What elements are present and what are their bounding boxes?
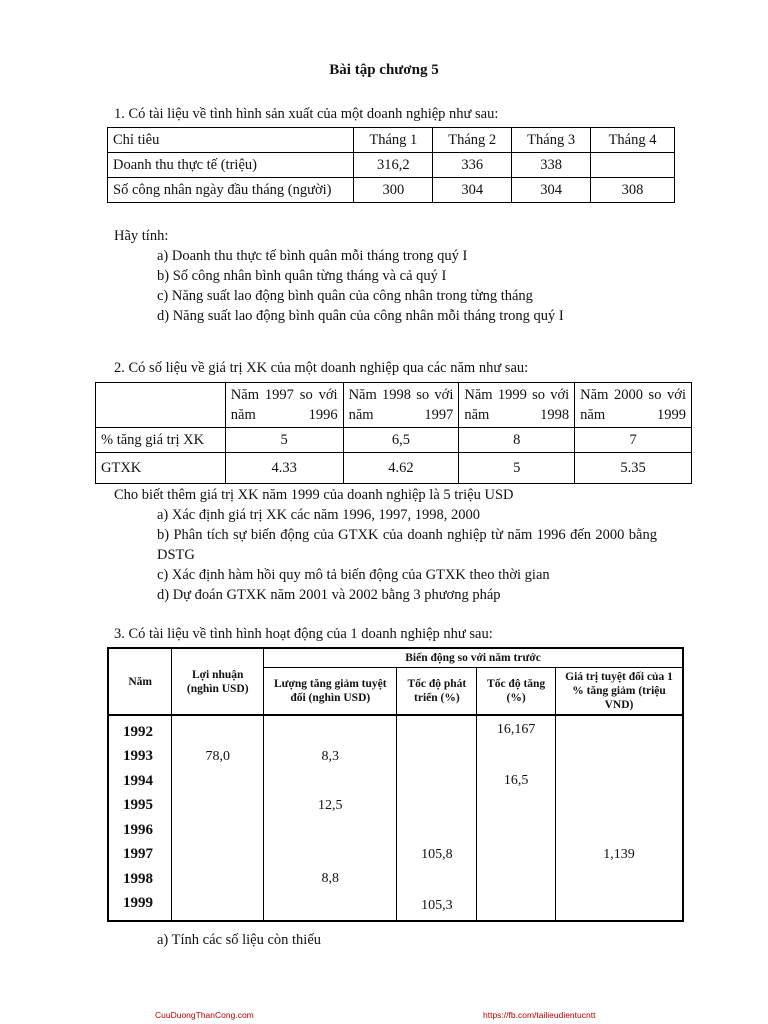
table-cell: % tăng giá trị XK	[96, 428, 226, 453]
table-cell: 316,2	[354, 153, 433, 178]
list-item: c) Xác định hàm hồi quy mô tả biến động của GTXK theo thời gian	[157, 567, 550, 583]
table-cell	[264, 769, 397, 794]
table-cell	[397, 715, 477, 745]
table-cell	[477, 745, 556, 770]
table-cell: 12,5	[264, 794, 397, 819]
table-header-row	[96, 383, 692, 428]
table-cell: 1996	[108, 818, 172, 843]
table-cell	[172, 715, 264, 745]
table-cell: 338	[512, 153, 591, 178]
table-cell: 1995	[108, 794, 172, 819]
table-cell: 300	[354, 178, 433, 203]
list-item: d) Năng suất lao động bình quân của công nhân mỗi tháng trong quý I	[157, 308, 564, 324]
table-cell: 1993	[108, 745, 172, 770]
list-item: d) Dự đoán GTXK năm 2001 và 2002 bằng 3 phương pháp	[157, 587, 501, 603]
table-header-cell: Giá trị tuyệt đối của 1 % tăng giảm (triệu VND)	[556, 668, 684, 716]
q1-heading: 1. Có tài liệu về tình hình sản xuất của một doanh nghiệp như sau:	[114, 106, 499, 122]
table-cell: 5	[225, 428, 343, 453]
table-cell	[264, 715, 397, 745]
table-header-cell: Tháng 3	[512, 128, 591, 153]
table-cell: 8,3	[264, 745, 397, 770]
table-cell	[477, 867, 556, 892]
q2-prompt: Cho biết thêm giá trị XK năm 1999 của doanh nghiệp là 5 triệu USD	[114, 487, 514, 503]
table-cell: 105,8	[397, 843, 477, 868]
table-cell	[397, 818, 477, 843]
table-cell	[172, 867, 264, 892]
table-cell	[477, 818, 556, 843]
table-cell	[556, 715, 684, 745]
table-cell: 78,0	[172, 745, 264, 770]
list-item: b) Phân tích sự biến động của GTXK của doanh nghiệp từ năm 1996 đến 2000 bằng DSTG	[157, 527, 657, 563]
table-cell: 6,5	[343, 428, 459, 453]
table-cell: 105,3	[397, 892, 477, 922]
table-cell: 1,139	[556, 843, 684, 868]
table-cell: 16,5	[477, 769, 556, 794]
list-item: c) Năng suất lao động bình quân của công nhân trong từng tháng	[157, 288, 533, 304]
q1-table	[107, 127, 675, 203]
table-header-cell: Lợi nhuận (nghìn USD)	[172, 648, 264, 715]
table-row	[96, 453, 692, 484]
table-cell	[172, 794, 264, 819]
table-header-cell: Biến động so với năm trước	[264, 648, 683, 668]
table-cell	[172, 892, 264, 922]
table-header-cell: Lượng tăng giảm tuyệt đối (nghìn USD)	[264, 668, 397, 716]
table-cell: Số công nhân ngày đầu tháng (người)	[108, 178, 354, 203]
table-cell: 8	[459, 428, 575, 453]
table-cell: GTXK	[96, 453, 226, 484]
table-header-cell: Năm	[108, 648, 172, 715]
table-header-cell: Tốc độ phát triển (%)	[397, 668, 477, 716]
table-header-cell: Năm 1998 so với năm 1997	[343, 383, 459, 428]
table-cell: 5	[459, 453, 575, 484]
table-cell: 1997	[108, 843, 172, 868]
table-cell: 1994	[108, 769, 172, 794]
table-cell	[477, 794, 556, 819]
table-cell: 1998	[108, 867, 172, 892]
table-cell	[556, 745, 684, 770]
table-header-cell: Chỉ tiêu	[108, 128, 354, 153]
table-header-cell: Tháng 1	[354, 128, 433, 153]
table-cell: 16,167	[477, 715, 556, 745]
table-cell: 5.35	[575, 453, 692, 484]
table-header-cell: Tháng 2	[433, 128, 512, 153]
table-cell: 304	[433, 178, 512, 203]
table-row	[108, 153, 675, 178]
q2-heading: 2. Có số liệu về giá trị XK của một doanh nghiệp qua các năm như sau:	[114, 360, 529, 376]
q2-table	[95, 382, 692, 484]
table-cell	[477, 892, 556, 922]
table-cell	[397, 769, 477, 794]
q3-list	[157, 930, 321, 950]
table-cell: 1992	[108, 715, 172, 745]
table-row	[108, 769, 683, 794]
table-cell	[172, 769, 264, 794]
table-header-row	[108, 648, 683, 668]
list-item: a) Xác định giá trị XK các năm 1996, 1997, 1998, 2000	[157, 507, 480, 523]
table-row	[96, 428, 692, 453]
table-cell	[172, 843, 264, 868]
table-cell	[172, 818, 264, 843]
table-cell	[591, 153, 675, 178]
table-header-cell: Tốc độ tăng (%)	[477, 668, 556, 716]
table-header-row	[108, 128, 675, 153]
table-cell	[556, 794, 684, 819]
table-cell: 336	[433, 153, 512, 178]
table-cell	[397, 745, 477, 770]
q3-table	[107, 647, 684, 922]
table-header-cell	[96, 383, 226, 428]
table-cell	[556, 892, 684, 922]
table-cell: 4.33	[225, 453, 343, 484]
q1-prompt: Hãy tính:	[114, 228, 169, 244]
footer-right-link[interactable]: https://fb.com/tailieudientucntt	[483, 1010, 596, 1020]
table-row	[108, 867, 683, 892]
table-row	[108, 892, 683, 922]
table-cell	[556, 769, 684, 794]
table-cell: 8,8	[264, 867, 397, 892]
table-cell	[264, 818, 397, 843]
table-cell: 4.62	[343, 453, 459, 484]
table-row	[108, 843, 683, 868]
list-item: b) Số công nhân bình quân từng tháng và cả quý I	[157, 268, 447, 284]
table-row	[108, 818, 683, 843]
table-cell	[264, 843, 397, 868]
table-cell	[397, 794, 477, 819]
table-cell: 7	[575, 428, 692, 453]
table-row	[108, 794, 683, 819]
table-header-cell: Năm 1997 so với năm 1996	[225, 383, 343, 428]
table-header-cell: Năm 2000 so với năm 1999	[575, 383, 692, 428]
page-title: Bài tập chương 5	[329, 62, 439, 78]
table-header-cell: Tháng 4	[591, 128, 675, 153]
list-item: a) Doanh thu thực tế bình quân mỗi tháng trong quý I	[157, 248, 468, 264]
table-cell: 1999	[108, 892, 172, 922]
table-cell: 304	[512, 178, 591, 203]
footer-left-link[interactable]: CuuDuongThanCong.com	[155, 1010, 254, 1020]
table-cell	[477, 843, 556, 868]
table-cell	[556, 818, 684, 843]
table-cell: Doanh thu thực tế (triệu)	[108, 153, 354, 178]
table-row	[108, 745, 683, 770]
table-cell: 308	[591, 178, 675, 203]
table-cell	[264, 892, 397, 922]
table-row	[108, 715, 683, 745]
table-header-cell: Năm 1999 so với năm 1998	[459, 383, 575, 428]
table-cell	[556, 867, 684, 892]
q2-list	[157, 505, 657, 605]
q3-heading: 3. Có tài liệu về tình hình hoạt động của 1 doanh nghiệp như sau:	[114, 626, 493, 642]
table-row	[108, 178, 675, 203]
list-item: a) Tính các số liệu còn thiếu	[157, 932, 322, 948]
q1-list	[157, 246, 564, 326]
table-cell	[397, 867, 477, 892]
